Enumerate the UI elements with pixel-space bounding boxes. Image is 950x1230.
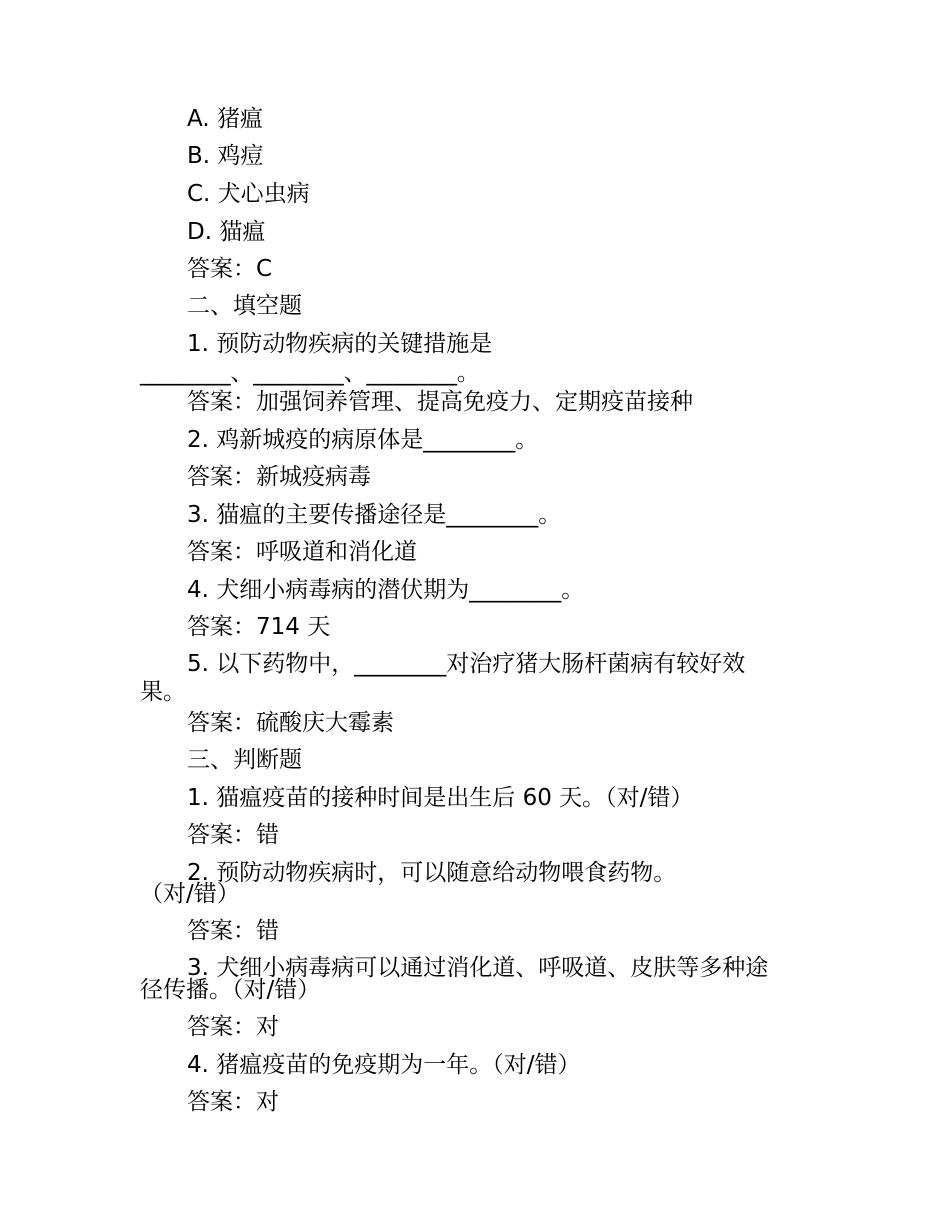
section-heading-fill-in: 二、填空题 <box>187 293 302 319</box>
question-fill-5-continued: 果。 <box>140 679 186 705</box>
answer-tf-2: 答案：错 <box>187 918 279 944</box>
question-fill-1: 1. 预防动物疾病的关键措施是 <box>187 331 493 357</box>
question-tf-2-continued: （对/错） <box>140 881 240 907</box>
question-tf-1: 1. 猫瘟疫苗的接种时间是出生后 60 天。（对/错） <box>187 785 694 811</box>
answer-fill-3: 答案：呼吸道和消化道 <box>187 539 417 565</box>
question-tf-2: 2. 预防动物疾病时，可以随意给动物喂食药物。 <box>187 860 677 886</box>
answer-fill-5: 答案：硫酸庆大霉素 <box>187 710 394 736</box>
question-fill-4: 4. 犬细小病毒病的潜伏期为________。 <box>187 577 585 603</box>
option-d: D. 猫瘟 <box>187 219 266 245</box>
question-tf-3: 3. 犬细小病毒病可以通过消化道、呼吸道、皮肤等多种途 <box>187 955 769 981</box>
question-fill-2: 2. 鸡新城疫的病原体是________。 <box>187 427 539 453</box>
answer-tf-3: 答案：对 <box>187 1014 279 1040</box>
question-tf-3-continued: 径传播。（对/错） <box>140 977 321 1003</box>
option-b: B. 鸡痘 <box>187 143 264 169</box>
option-c: C. 犬心虫病 <box>187 181 310 207</box>
question-fill-3: 3. 猫瘟的主要传播途径是________。 <box>187 502 562 528</box>
answer-fill-2: 答案：新城疫病毒 <box>187 464 371 490</box>
answer-tf-1: 答案：错 <box>187 822 279 848</box>
answer-tf-4: 答案：对 <box>187 1089 279 1115</box>
answer-fill-1: 答案：加强饲养管理、提高免疫力、定期疫苗接种 <box>187 389 693 415</box>
option-a: A. 猪瘟 <box>187 106 263 132</box>
answer-choice: 答案：C <box>187 256 273 282</box>
question-tf-4: 4. 猪瘟疫苗的免疫期为一年。（对/错） <box>187 1052 581 1078</box>
section-heading-true-false: 三、判断题 <box>187 747 302 773</box>
question-fill-1-blanks: ________、________、________。 <box>140 360 480 386</box>
answer-fill-4: 答案：714 天 <box>187 614 331 640</box>
question-fill-5: 5. 以下药物中，________对治疗猪大肠杆菌病有较好效 <box>187 651 746 677</box>
